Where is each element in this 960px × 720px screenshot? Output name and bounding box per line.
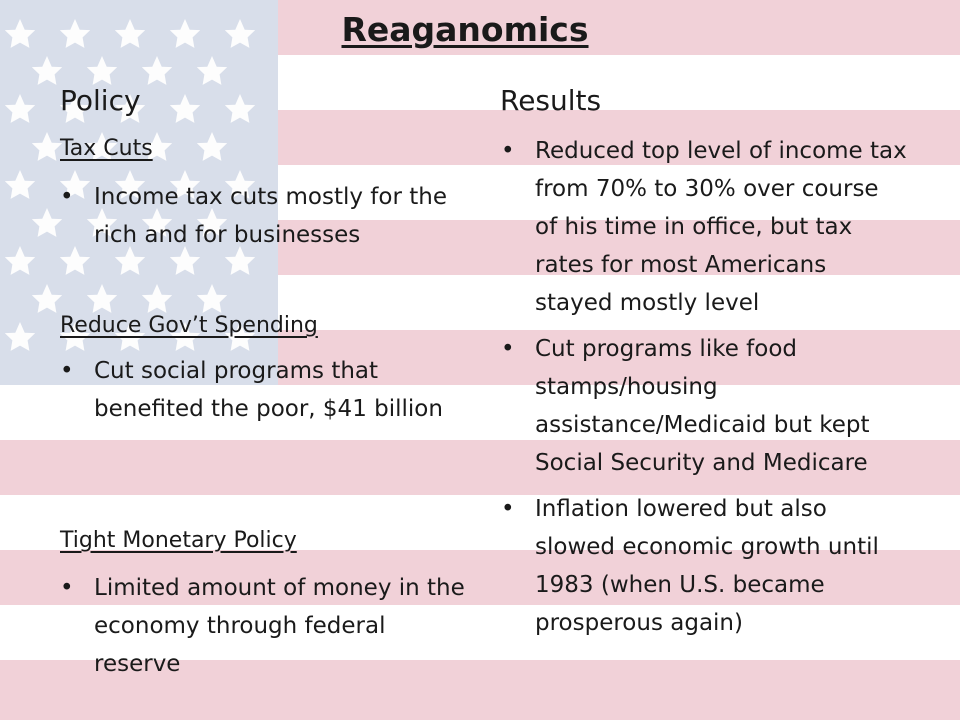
list-item: • Cut programs like food stamps/housing assistance/Medicaid but kept Social Security and Medicare [501,330,907,482]
reduce-spending-list [60,352,474,428]
slide-title: Reaganomics [341,10,589,49]
monetary-policy-list [60,569,474,683]
section-label-tax-cuts: Tax Cuts [60,136,153,161]
list-item: • Inflation lowered but also slowed economic growth until 1983 (when U.S. became prosperous again) [501,490,907,642]
results-list [501,132,907,650]
policy-heading: Policy [60,84,141,117]
list-item: • Income tax cuts mostly for the rich and for businesses [60,178,474,254]
results-heading: Results [500,84,602,117]
list-item: • Cut social programs that benefited the poor, $41 billion [60,352,474,428]
list-item: • Reduced top level of income tax from 70% to 30% over course of his time in office, but tax rates for most Americans stayed mostly level [501,132,907,322]
tax-cuts-list [60,178,474,254]
list-item: • Limited amount of money in the economy through federal reserve [60,569,474,683]
section-label-reduce-spending: Reduce Gov’t Spending [60,313,318,338]
section-label-monetary-policy: Tight Monetary Policy [60,528,297,553]
